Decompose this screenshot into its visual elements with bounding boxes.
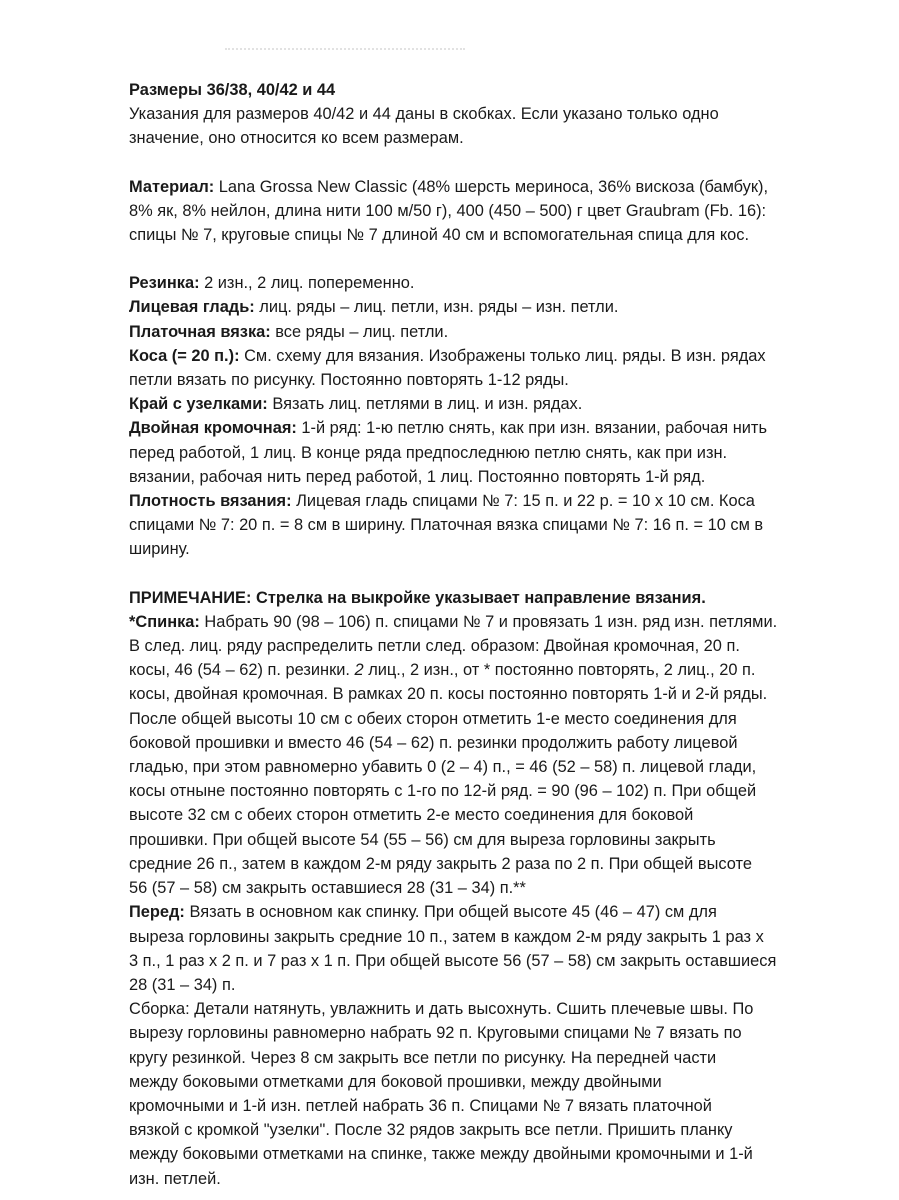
sizes-line: Указания для размеров 40/42 и 44 даны в скобках. Если указано только одно [129,105,719,124]
material-line: 8% як, 8% нейлон, длина нити 100 м/50 г), 400 (450 – 500) г цвет Graubram (Fb. 16): [129,201,767,220]
assembly-line: между боковыми отметками для боковой прошивки, между двойными [129,1072,662,1091]
double-edge-label: Двойная кромочная: [129,419,297,438]
assembly-line: кромочными и 1-й изн. петлей набрать 36 п. Спицами № 7 вязать платочной [129,1096,712,1115]
back-line-part: лиц., 2 изн., от * постоянно повторять, 2 лиц., 20 п. [363,661,756,680]
assembly-line: между боковыми отметками на спинке, также между двойными кромочными и 1-й [129,1145,753,1164]
knot-edge-label: Край с узелками: [129,395,268,414]
gauge-line: ширину. [129,540,190,559]
double-edge-line: перед работой, 1 лиц. В конце ряда предпоследнюю петлю снять, как при изн. [129,443,728,462]
back-line-part: косы, 46 (54 – 62) п. резинки. [129,661,355,680]
back-line [129,658,869,682]
pattern-document [129,78,869,1191]
material-line: спицы № 7, круговые спицы № 7 длиной 40 см и вспомогательная спица для кос. [129,226,750,245]
gauge-text: Лицевая гладь спицами № 7: 15 п. и 22 р. = 10 х 10 см. Коса [291,492,755,511]
double-edge-text: 1-й ряд: 1-ю петлю снять, как при изн. вязании, рабочая нить [296,419,767,438]
back-line: высоте 32 см с обеих сторон отметить 2-е место соединения для боковой [129,806,694,825]
back-line: В след. лиц. ряду распределить петли след. образом: Двойная кромочная, 20 п. [129,637,740,656]
front-text: Вязать в основном как спинку. При общей высоте 45 (46 – 47) см для [184,903,717,922]
gauge-label: Плотность вязания: [129,492,292,511]
back-line: После общей высоты 10 см с обеих сторон отметить 1-е место соединения для [129,709,737,728]
assembly-line: кругу резинкой. Через 8 см закрыть все петли по рисунку. На передней части [129,1048,717,1067]
stockinette-text: лиц. ряды – лиц. петли, изн. ряды – изн. петли. [254,298,619,317]
scan-artifact [225,48,465,54]
back-line: гладью, при этом равномерно убавить 0 (2 – 4) п., = 46 (52 – 58) п. лицевой глади, [129,758,757,777]
back-line: 56 (57 – 58) см закрыть оставшиеся 28 (31 – 34) п.** [129,879,526,898]
back-line: косы отныне постоянно повторять с 1-го по 12-й ряд. = 90 (96 – 102) п. При общей [129,782,757,801]
sizes-section [129,78,869,151]
rib-text: 2 изн., 2 лиц. попеременно. [199,274,415,293]
cable-line: петли вязать по рисунку. Постоянно повторять 1-12 ряды. [129,371,569,390]
sizes-line: значение, оно относится ко всем размерам. [129,129,464,148]
front-line: 3 п., 1 раз х 2 п. и 7 раз х 1 п. При общей высоте 56 (57 – 58) см закрыть оставшиеся [129,951,777,970]
back-line: средние 26 п., затем в каждом 2-м ряду закрыть 2 раза по 2 п. При общей высоте [129,854,752,873]
gauge-line: спицами № 7: 20 п. = 8 см в ширину. Платочная вязка спицами № 7: 16 п. = 10 см в [129,516,764,535]
note-text: ПРИМЕЧАНИЕ: Стрелка на выкройке указывает направление вязания. [129,588,706,607]
instructions-section [129,586,869,1191]
assembly-line: вырезу горловины равномерно набрать 92 п. Круговыми спицами № 7 вязать по [129,1024,742,1043]
material-text: Lana Grossa New Classic (48% шерсть мериноса, 36% вискоза (бамбук), [214,177,769,196]
knot-edge-text: Вязать лиц. петлями в лиц. и изн. рядах. [267,395,583,414]
garter-label: Платочная вязка: [129,322,271,341]
material-label: Материал: [129,177,215,196]
double-edge-line: вязании, рабочая нить перед работой, 1 лиц. Постоянно повторять 1-й ряд. [129,467,706,486]
back-text: Набрать 90 (98 – 106) п. спицами № 7 и провязать 1 изн. ряд изн. петлями. [199,612,778,631]
back-label: *Спинка: [129,612,200,631]
material-section [129,175,869,248]
front-line: выреза горловины закрыть средние 10 п., затем в каждом 2-м ряду закрыть 1 раз х [129,927,764,946]
garter-text: все ряды – лиц. петли. [270,322,449,341]
cable-text: См. схему для вязания. Изображены только лиц. ряды. В изн. рядах [239,346,766,365]
stockinette-label: Лицевая гладь: [129,298,255,317]
assembly-line: Сборка: Детали натянуть, увлажнить и дать высохнуть. Сшить плечевые швы. По [129,1000,754,1019]
sizes-title: Размеры 36/38, 40/42 и 44 [129,81,336,99]
assembly-line: вязкой с кромкой "узелки". После 32 рядов закрыть все петли. Пришить планку [129,1121,733,1140]
cable-label: Коса (= 20 п.): [129,346,240,365]
techniques-section [129,271,869,561]
back-line-italic: 2 [354,661,364,680]
front-line: 28 (31 – 34) п. [129,975,236,994]
back-line: боковой прошивки и вместо 46 (54 – 62) п. резинки продолжить работу лицевой [129,733,738,752]
rib-label: Резинка: [129,274,200,293]
back-line: косы, двойная кромочная. В рамках 20 п. косы постоянно повторять 1-й и 2-й ряды. [129,685,768,704]
assembly-line: изн. петлей. [129,1169,221,1188]
front-label: Перед: [129,903,185,922]
back-line: прошивки. При общей высоте 54 (55 – 56) см для выреза горловины закрыть [129,830,716,849]
